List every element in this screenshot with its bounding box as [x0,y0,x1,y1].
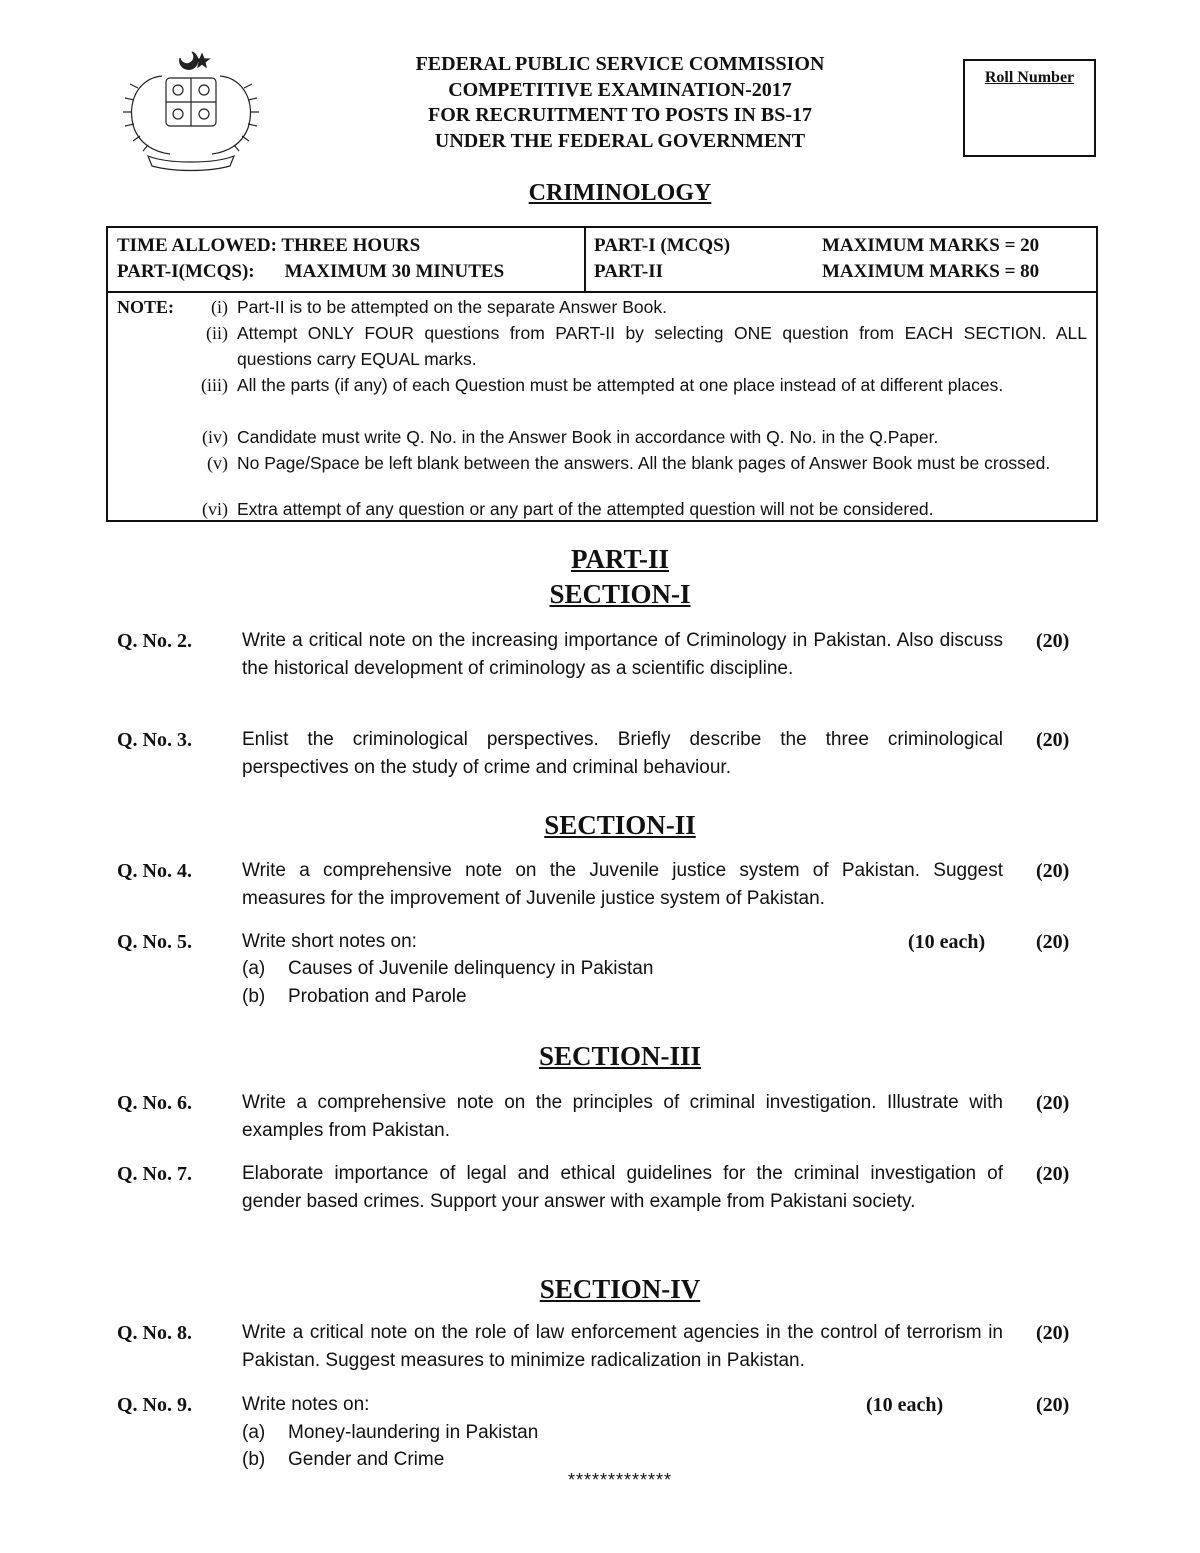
note-text: Part-II is to be attempted on the separate Answer Book. [237,297,667,317]
note-item [237,496,1087,522]
note-text: No Page/Space be left blank between the answers. All the blank pages of Answer Book must be crossed. [237,453,1051,473]
question-marks: (20) [1036,1394,1070,1416]
question-text: Write a comprehensive note on the Juvenile justice system of Pakistan. Suggest measures for the improvement of Juvenile justice system of Pakistan. [242,860,1003,909]
part1-label: PART-I(MCQS): [117,261,255,282]
part-text: Money-laundering in Pakistan [288,1422,539,1443]
question-marks: (20) [1036,1163,1070,1185]
note-item [237,424,1087,450]
part-label: (b) [242,986,266,1007]
question-text: Write a comprehensive note on the principles of criminal investigation. Illustrate with examples from Pakistan. [242,1092,1003,1141]
header-line: FEDERAL PUBLIC SERVICE COMMISSION [415,53,825,75]
note-text: Candidate must write Q. No. in the Answer Book in accordance with Q. No. in the Q.Paper. [237,427,939,447]
question-marks: (20) [1036,1092,1070,1114]
marks-part2: MAXIMUM MARKS = 80 [822,261,1040,282]
note-text: Extra attempt of any question or any part of the attempted question will not be considered. [237,499,934,519]
header-line: FOR RECRUITMENT TO POSTS IN BS-17 [428,104,812,126]
question-number: Q. No. 4. [117,860,192,882]
part-text: Gender and Crime [288,1449,445,1470]
note-item [237,294,1087,320]
question-marks: (20) [1036,860,1070,882]
section-title: SECTION-I [549,579,691,609]
question-number: Q. No. 7. [117,1163,192,1185]
question-number: Q. No. 9. [117,1394,192,1416]
note-number: (iii) [201,375,228,395]
header-line: COMPETITIVE EXAMINATION-2017 [448,78,792,101]
question-number: Q. No. 3. [117,729,192,751]
part-label: (a) [242,1422,266,1443]
question-marks: (20) [1036,931,1070,953]
end-marker: ************* [567,1470,673,1490]
question-number: Q. No. 5. [117,931,192,953]
part1-mcqs: PART-I (MCQS) [594,235,731,256]
marks-info [822,233,1039,285]
question-part [242,986,467,1008]
question-text: Write notes on: [242,1394,370,1415]
note-label: NOTE: [117,297,175,317]
part1-duration: MAXIMUM 30 MINUTES [284,261,505,282]
note-number: (ii) [206,323,228,343]
subject-title: CRIMINOLOGY [528,180,712,206]
parts-info [594,233,730,285]
question-marks: (20) [1036,630,1070,652]
question-marks: (20) [1036,1322,1070,1344]
part-text: Probation and Parole [288,986,467,1007]
header-line: UNDER THE FEDERAL GOVERNMENT [434,129,806,152]
note-number: (iv) [202,427,228,447]
divider [584,226,586,292]
question-text: Enlist the criminological perspectives. Briefly describe the three criminological perspectives on the study of crime and criminal behaviour. [242,729,1003,778]
question-number: Q. No. 2. [117,630,192,652]
roll-number-box[interactable] [963,59,1096,157]
part-title: PART-II [570,544,670,574]
note-number: (v) [207,453,228,473]
question-marks: (20) [1036,729,1070,751]
question-number: Q. No. 8. [117,1322,192,1344]
note-number: (vi) [202,499,228,519]
section-title: SECTION-II [544,810,696,840]
part-text: Causes of Juvenile delinquency in Pakistan [288,958,654,979]
roll-number-label: Roll Number [984,69,1075,86]
note-item [237,320,1087,372]
part-label: (b) [242,1449,266,1470]
question-text: Elaborate importance of legal and ethical guidelines for the criminal investigation of gender based crimes. Support your answer with example from Pakistani society. [242,1163,1003,1212]
state-emblem-icon [118,48,264,172]
part-label: (a) [242,958,266,979]
question-text: Write a critical note on the increasing importance of Criminology in Pakistan. Also discuss the historical development of criminology as a scientific discipline. [242,630,1003,679]
question-part [242,1449,444,1471]
note-text: Attempt ONLY FOUR questions from PART-II by selecting ONE question from EACH SECTION. ALL questions carry EQUAL marks. [237,323,1087,369]
time-allowed: TIME ALLOWED: THREE HOURS [117,235,421,256]
section-title: SECTION-III [538,1041,702,1071]
note-number: (i) [211,297,228,317]
note-text: All the parts (if any) of each Question must be attempted at one place instead of at different places. [237,375,1004,395]
part1-time [117,259,504,285]
note-item [237,450,1087,476]
note-item [237,372,1087,398]
section-title: SECTION-IV [539,1274,701,1304]
question-part [242,1422,538,1444]
notes-list [0,294,1200,524]
marks-each: (10 each) [908,931,986,953]
divider [106,291,1098,293]
marks-each: (10 each) [866,1394,944,1416]
time-info [117,233,504,285]
question-text: Write a critical note on the role of law enforcement agencies in the control of terrorism in Pakistan. Suggest measures to minimize radicalization in Pakistan. [242,1322,1003,1371]
exam-header [300,52,940,154]
marks-part1: MAXIMUM MARKS = 20 [822,235,1040,256]
question-part [242,958,653,980]
question-number: Q. No. 6. [117,1092,192,1114]
question-text: Write short notes on: [242,931,417,952]
part2-label: PART-II [594,261,664,282]
